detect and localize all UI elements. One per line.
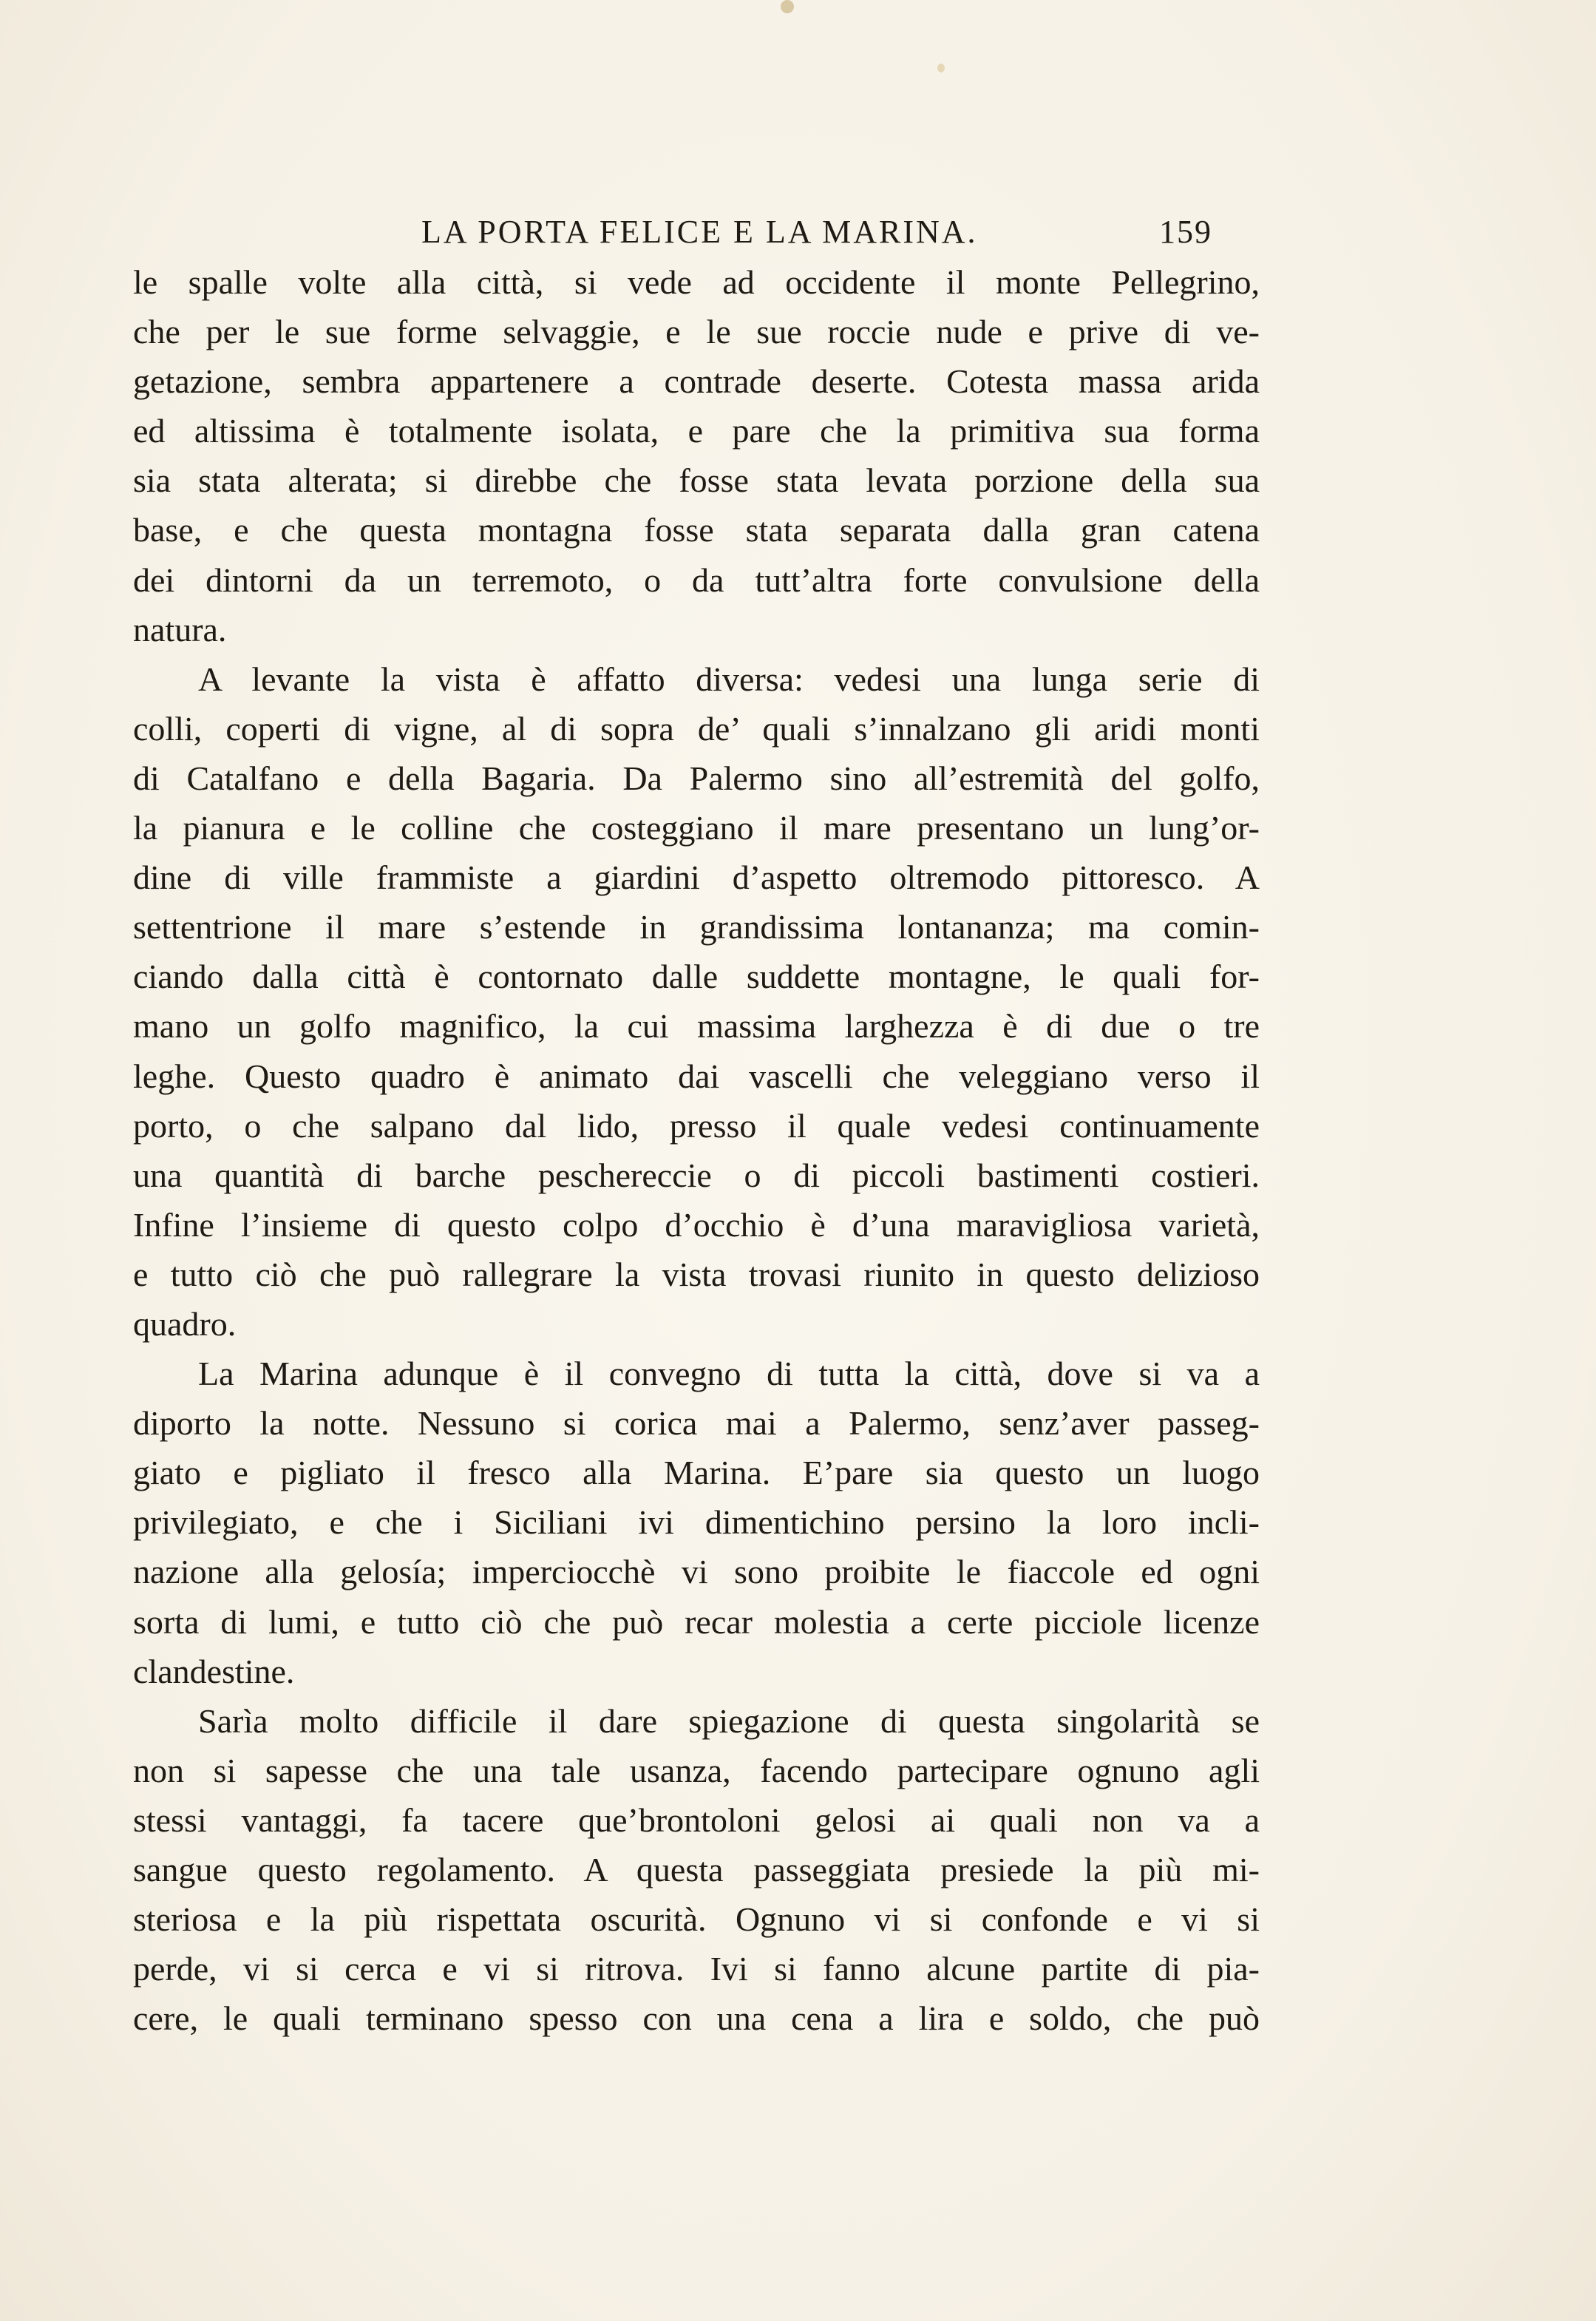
text-line: ciando dalla città è contornato dalle suddette montagne, le quali for- (133, 958, 1260, 996)
text-line: natura. (133, 610, 227, 648)
text-line: settentrione il mare s’estende in grandissima lontananza; ma comin- (133, 908, 1260, 946)
ink-spot (937, 64, 945, 72)
text-line: nazione alla gelosía; imperciocchè vi sono proibite le fiaccole ed ogni (133, 1553, 1260, 1591)
text-line: diporto la notte. Nessuno si corica mai a Palermo, senz’aver passeg- (133, 1404, 1260, 1443)
text-line: di Catalfano e della Bagaria. Da Palermo sino all’estremità del golfo, (133, 759, 1260, 797)
text-line: mano un golfo magnifico, la cui massima larghezza è di due o tre (133, 1007, 1260, 1046)
text-line: sorta di lumi, e tutto ciò che può recar molestia a certe picciole licenze (133, 1602, 1260, 1641)
ink-spot (781, 0, 794, 13)
body-text (133, 257, 1260, 2043)
text-line: stessi vantaggi, fa tacere que’brontoloni gelosi ai quali non va a (133, 1800, 1260, 1839)
text-line: leghe. Questo quadro è animato dai vascelli che veleggiano verso il (133, 1057, 1260, 1095)
text-line: clandestine. (133, 1652, 295, 1690)
text-line: getazione, sembra appartenere a contrade deserte. Cotesta massa arida (133, 362, 1260, 401)
text-line: Infine l’insieme di questo colpo d’occhio è d’una maravigliosa varietà, (133, 1205, 1260, 1244)
text-line: e tutto ciò che può rallegrare la vista trovasi riunito in questo delizioso (133, 1255, 1260, 1293)
text-line: la pianura e le colline che costeggiano il mare presentano un lung’or- (133, 809, 1260, 847)
text-line: A levante la vista è affatto diversa: vedesi una lunga serie di (198, 660, 1260, 698)
text-line: base, e che questa montagna fosse stata separata dalla gran catena (133, 511, 1260, 549)
text-line: cere, le quali terminano spesso con una cena a lira e soldo, che può (133, 1999, 1260, 2038)
text-line: steriosa e la più rispettata oscurità. Ognuno vi si confonde e vi si (133, 1900, 1260, 1939)
text-line: sangue questo regolamento. A questa passeggiata presiede la più mi- (133, 1851, 1260, 1888)
text-line: porto, o che salpano dal lido, presso il quale vedesi continuamente (133, 1106, 1260, 1145)
text-line: che per le sue forme selvaggie, e le sue roccie nude e prive di ve- (133, 313, 1260, 351)
text-line: giato e pigliato il fresco alla Marina. E’pare sia questo un luogo (133, 1454, 1260, 1492)
text-line: ed altissima è totalmente isolata, e pare che la primitiva sua forma (133, 412, 1260, 450)
text-line: dei dintorni da un terremoto, o da tutt’altra forte convulsione della (133, 560, 1260, 599)
text-line: dine di ville frammiste a giardini d’aspetto oltremodo pittoresco. A (133, 858, 1260, 897)
text-line: le spalle volte alla città, si vede ad occidente il monte Pellegrino, (133, 263, 1260, 301)
running-header (133, 213, 1212, 257)
text-line: perde, vi si cerca e vi si ritrova. Ivi si fanno alcune partite di pia- (133, 1950, 1260, 1988)
text-line: La Marina adunque è il convegno di tutta la città, dove si va a (198, 1355, 1260, 1393)
text-line: quadro. (133, 1304, 237, 1343)
running-title: LA PORTA FELICE E LA MARINA. (421, 214, 978, 250)
text-line: colli, coperti di vigne, al di sopra de’ quali s’innalzano gli aridi monti (133, 709, 1260, 748)
text-line: non si sapesse che una tale usanza, facendo partecipare ognuno agli (133, 1751, 1260, 1789)
text-line: Sarìa molto difficile il dare spiegazione di questa singolarità se (198, 1701, 1260, 1740)
text-line: privilegiato, e che i Siciliani ivi dimentichino persino la loro incli- (133, 1503, 1260, 1542)
text-line: una quantità di barche pescherеccie o di piccoli bastimenti costieri. (133, 1156, 1260, 1194)
page-number: 159 (1159, 214, 1212, 250)
text-line: sia stata alterata; si direbbe che fosse stata levata porzione della sua (133, 461, 1260, 500)
